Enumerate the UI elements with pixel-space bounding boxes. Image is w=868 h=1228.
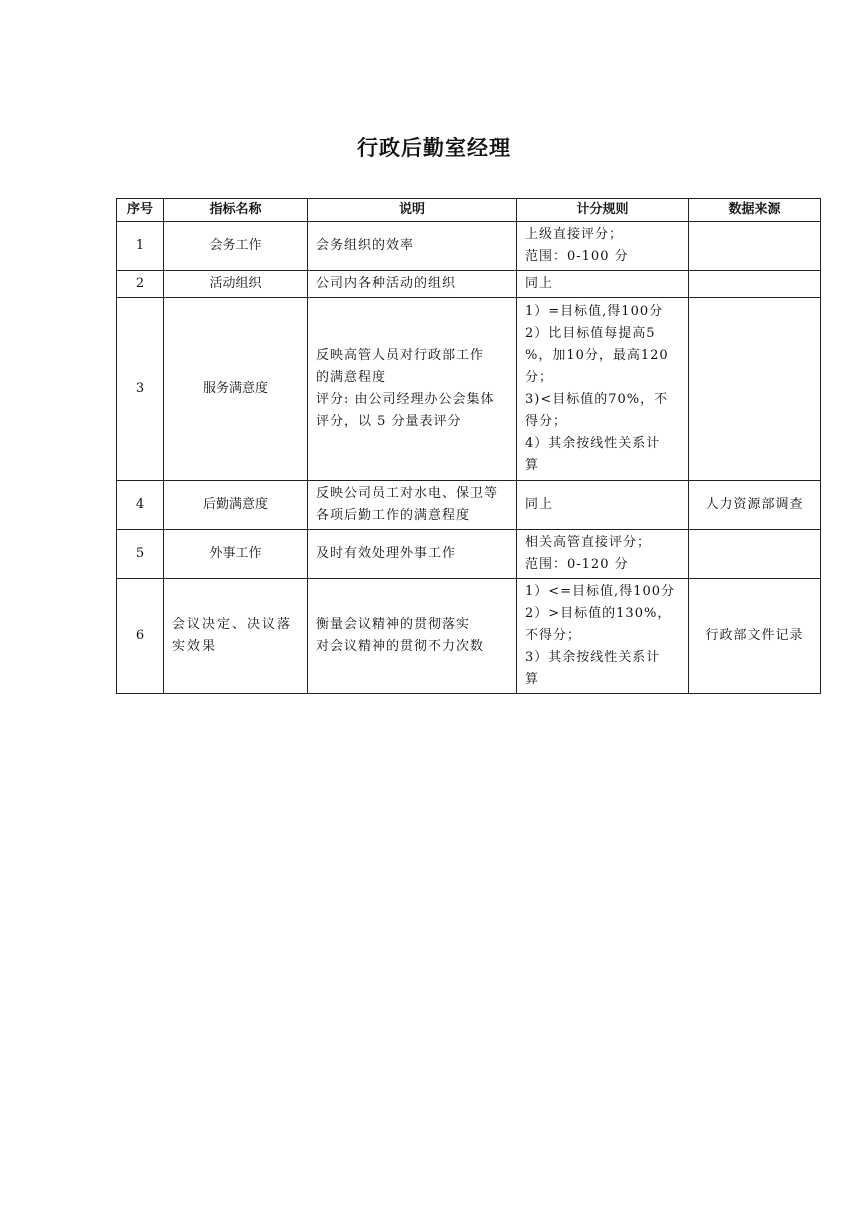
- row-number: 3: [117, 298, 164, 481]
- text-line: 后勤满意度: [202, 497, 268, 512]
- indicator-name: [164, 579, 308, 694]
- indicator-name: [164, 481, 308, 530]
- indicator-description: [308, 579, 517, 694]
- text-line: 的满意程度: [316, 370, 387, 385]
- text-line: 1）<=目标值,得100分: [525, 584, 676, 599]
- scoring-rule: [517, 530, 689, 579]
- text-line: 不得分；: [525, 628, 582, 643]
- scoring-rule: [517, 298, 689, 481]
- indicator-description: [308, 298, 517, 481]
- text-line: 分；: [525, 370, 554, 385]
- text-line: 2）>目标值的130%，: [525, 606, 672, 621]
- header-data-source: 数据来源: [689, 199, 821, 222]
- text-line: 2）比目标值每提高5: [525, 326, 656, 341]
- table-row: [117, 530, 821, 579]
- indicator-name: [164, 298, 308, 481]
- table-row: [117, 298, 821, 481]
- table-row: [117, 271, 821, 298]
- text-line: 上级直接评分；: [525, 227, 624, 242]
- text-line: 范围：0-100 分: [525, 249, 629, 264]
- page-title: 行政后勤室经理: [357, 136, 511, 160]
- scoring-rule: [517, 271, 689, 298]
- header-indicator-name: 指标名称: [164, 199, 308, 222]
- text-line: 1）=目标值,得100分: [525, 304, 664, 319]
- text-line: 同上: [525, 497, 554, 512]
- indicator-description: [308, 222, 517, 271]
- kpi-table: [116, 198, 821, 694]
- indicator-description: [308, 481, 517, 530]
- indicator-description: [308, 530, 517, 579]
- text-line: 得分；: [525, 414, 568, 429]
- header-description: 说明: [308, 199, 517, 222]
- text-line: 公司内各种活动的组织: [316, 276, 457, 291]
- header-scoring-rule: 计分规则: [517, 199, 689, 222]
- indicator-name: [164, 530, 308, 579]
- indicator-name: [164, 271, 308, 298]
- text-line: 反映高管人员对行政部工作: [316, 348, 485, 363]
- table-header-row: [117, 199, 821, 222]
- table-row: [117, 222, 821, 271]
- text-line: 算: [525, 672, 540, 687]
- text-line: 评分，以 5 分量表评分: [316, 414, 462, 429]
- text-line: 评分: 由公司经理办公会集体: [316, 392, 495, 407]
- text-line: 实效果: [172, 639, 218, 654]
- indicator-name: [164, 222, 308, 271]
- text-line: 活动组织: [209, 276, 262, 291]
- data-source: 行政部文件记录: [689, 579, 821, 694]
- scoring-rule: [517, 579, 689, 694]
- row-number: 1: [117, 222, 164, 271]
- text-line: 反映公司员工对水电、保卫等: [316, 486, 499, 501]
- text-line: 会议决定、决议落: [172, 617, 293, 632]
- text-line: 各项后勤工作的满意程度: [316, 508, 471, 523]
- text-line: 及时有效处理外事工作: [316, 546, 457, 561]
- text-line: 相关高管直接评分；: [525, 535, 652, 550]
- table-row: [117, 579, 821, 694]
- data-source: [689, 222, 821, 271]
- text-line: 衡量会议精神的贯彻落实: [316, 617, 471, 632]
- text-line: 3）其余按线性关系计: [525, 650, 661, 665]
- text-line: 算: [525, 458, 540, 473]
- row-number: 2: [117, 271, 164, 298]
- text-line: 4）其余按线性关系计: [525, 436, 661, 451]
- text-line: 3)<目标值的70%，不: [525, 392, 669, 407]
- scoring-rule: [517, 222, 689, 271]
- text-line: 会务组织的效率: [316, 238, 415, 253]
- text-line: 对会议精神的贯彻不力次数: [316, 639, 485, 654]
- text-line: 范围：0-120 分: [525, 557, 629, 572]
- data-source: [689, 298, 821, 481]
- row-number: 5: [117, 530, 164, 579]
- data-source: [689, 271, 821, 298]
- data-source: 人力资源部调查: [689, 481, 821, 530]
- row-number: 4: [117, 481, 164, 530]
- text-line: 外事工作: [209, 546, 262, 561]
- data-source: [689, 530, 821, 579]
- row-number: 6: [117, 579, 164, 694]
- text-line: 会务工作: [209, 238, 262, 253]
- text-line: %，加10分，最高120: [525, 348, 669, 363]
- header-number: 序号: [117, 199, 164, 222]
- text-line: 服务满意度: [202, 381, 268, 396]
- indicator-description: [308, 271, 517, 298]
- table-row: [117, 481, 821, 530]
- scoring-rule: [517, 481, 689, 530]
- text-line: 同上: [525, 276, 554, 291]
